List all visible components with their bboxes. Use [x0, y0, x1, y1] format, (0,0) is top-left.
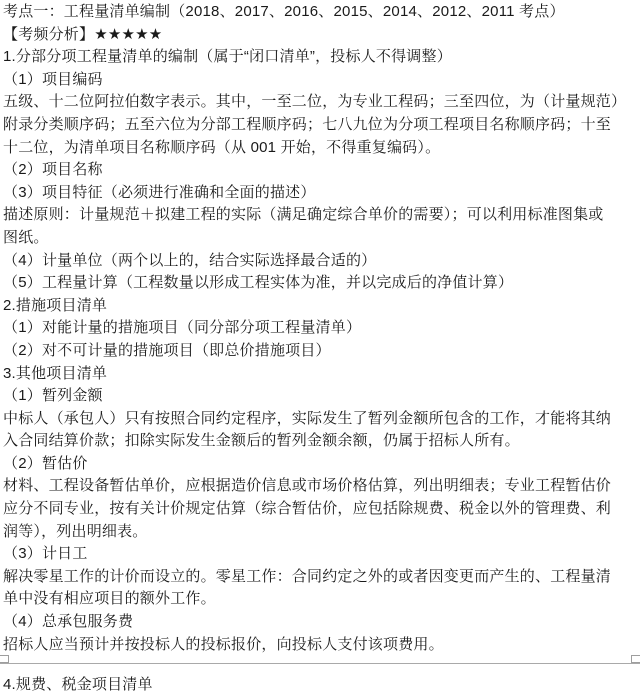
document-text-block: [3, 1, 640, 695]
page-edge-mark-right: [631, 655, 640, 663]
text-line: 入合同结算价款；扣除实际发生金额后的暂列金额余额，仍属于招标人所有。: [3, 432, 520, 450]
text-line: （2）对不可计量的措施项目（即总价措施项目）: [3, 341, 331, 359]
text-line: （1）暂列金额: [3, 387, 103, 405]
page-edge-mark-left: [0, 655, 9, 663]
text-line: （1）项目编码: [3, 70, 103, 88]
text-line: 3.其他项目清单: [3, 364, 108, 382]
text-line: 1.分部分项工程量清单的编制（属于“闭口清单”，投标人不得调整）: [3, 48, 452, 66]
text-line: （1）对能计量的措施项目（同分部分项工程量清单）: [3, 319, 362, 337]
text-line: 4.规费、税金项目清单: [3, 676, 153, 694]
text-line: 五级、十二位阿拉伯数字表示。其中，一至二位，为专业工程码；三至四位，为（计量规范）: [3, 93, 627, 111]
text-line: （3）计日工: [3, 545, 88, 563]
text-line: 单中没有相应项目的额外工作。: [3, 590, 216, 608]
text-line: 中标人（承包人）只有按照合同约定程序，实际发生了暂列金额所包含的工作，才能将其纳: [3, 409, 612, 427]
text-line: 2.措施项目清单: [3, 296, 108, 314]
text-line: 材料、工程设备暂估单价，应根据造价信息或市场价格估算，列出明细表；专业工程暂估价: [3, 477, 612, 495]
text-line: 图纸。: [3, 228, 49, 246]
text-line: 描述原则：计量规范＋拟建工程的实际（满足确定综合单价的需要）；可以利用标准图集或: [3, 206, 604, 224]
text-line: （4）计量单位（两个以上的，结合实际选择最合适的）: [3, 251, 377, 269]
text-line: 考点一：工程量清单编制（2018、2017、2016、2015、2014、2012、2011 考点）: [3, 3, 565, 20]
text-line: （3）项目特征（必须进行准确和全面的描述）: [3, 183, 316, 201]
page-divider-line: [0, 663, 640, 664]
text-line: 润等），列出明细表。: [3, 522, 148, 540]
text-line: （2）暂估价: [3, 454, 88, 472]
text-line: （2）项目名称: [3, 161, 103, 179]
text-line: （5）工程量计算（工程数量以形成工程实体为准，并以完成后的净值计算）: [3, 274, 514, 292]
text-line: （4）总承包服务费: [3, 613, 134, 631]
text-line: 【考频分析】★★★★★: [3, 25, 163, 43]
text-line: 应分不同专业，按有关计价规定估算（综合暂估价，应包括除规费、税金以外的管理费、利: [3, 500, 612, 518]
text-line: 解决零星工作的计价而设立的。零星工作：合同约定之外的或者因变更而产生的、工程量清: [3, 567, 612, 585]
text-line: 招标人应当预计并按投标人的投标报价，向投标人支付该项费用。: [3, 635, 444, 653]
text-line: 十二位，为清单项目名称顺序码（从 001 开始，不得重复编码）。: [3, 138, 441, 156]
page-break-divider: [0, 656, 640, 674]
text-line: 附录分类顺序码；五至六位为分部工程顺序码；七八九位为分项工程项目名称顺序码；十至: [3, 115, 612, 133]
